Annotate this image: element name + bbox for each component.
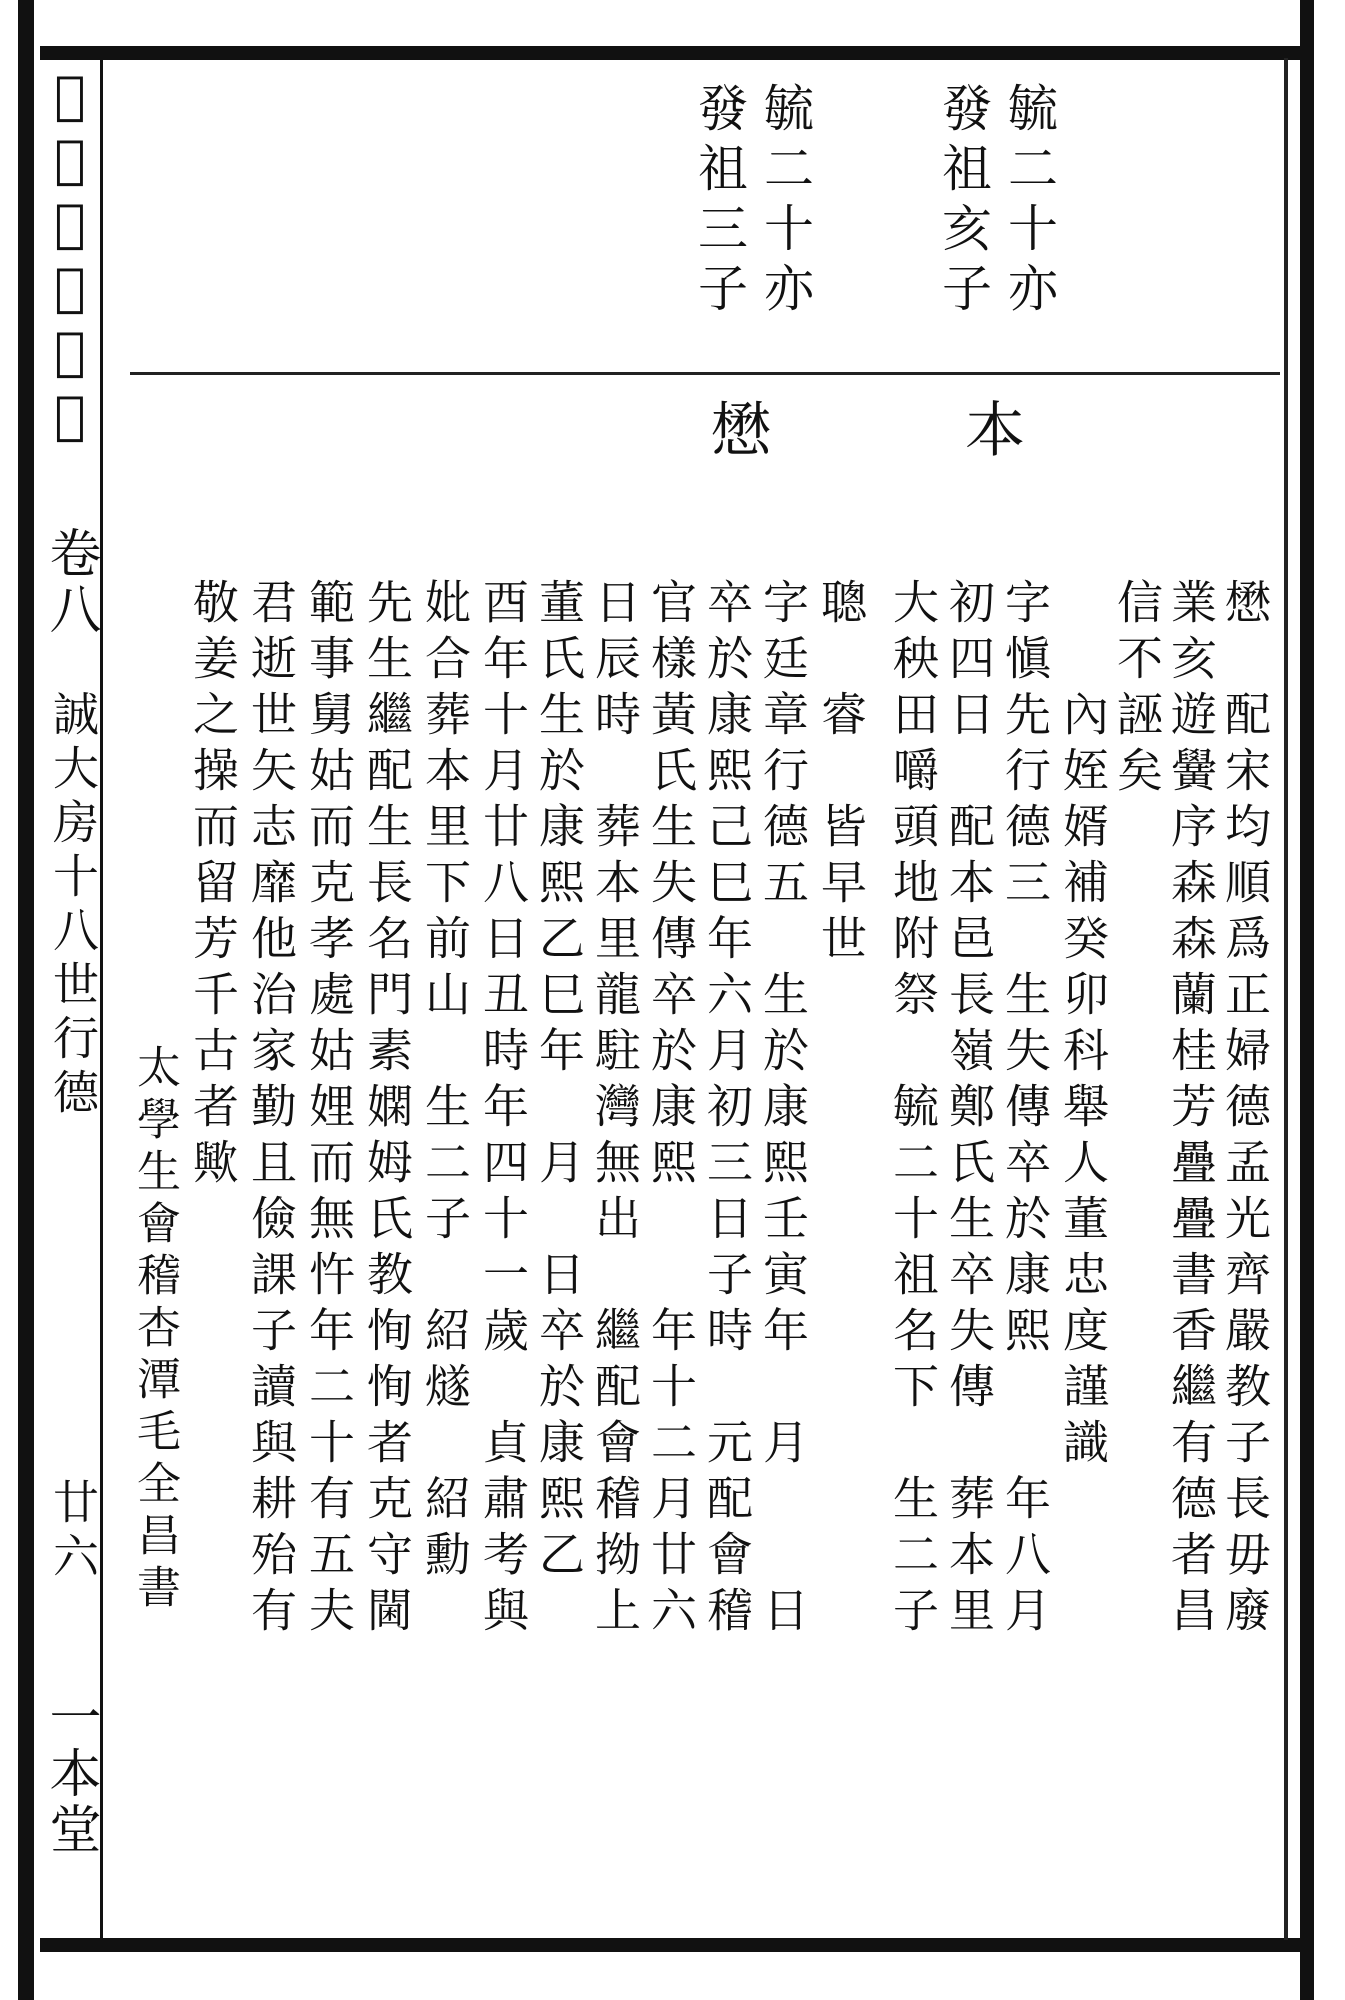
margin-book-title: 𫍩瀛孫氏宗譜 [40, 66, 100, 450]
register-divider [130, 372, 1280, 375]
right-inner-frame [1284, 58, 1288, 1940]
body-col-18: 君逝世矢志靡他治家勤且儉課子讀與耕殆有 [244, 578, 298, 1642]
upper-col-2: 發祖亥子 [934, 82, 992, 322]
upper-col-4: 發祖三子 [690, 82, 748, 322]
top-frame-border [40, 46, 1302, 60]
margin-hall-name: 一本堂 [40, 1690, 100, 1858]
body-col-4: 內姪婿補癸卯科舉人董忠度謹識 [1056, 578, 1110, 1474]
body-col-13: 董氏生於康熙乙巳年 月 日卒於康熙乙 [532, 578, 586, 1586]
margin-volume: 卷八 [40, 526, 100, 638]
margin-page-number: 廿六 [46, 1478, 100, 1586]
body-col-9: 字廷章行德五 生於康熙壬寅年 月 日 [756, 578, 810, 1642]
inner-left-frame [100, 58, 103, 1940]
margin-section: 誠大房十八世行德 [46, 690, 100, 1122]
bottom-frame-border [40, 1938, 1302, 1952]
right-page-edge [1300, 0, 1314, 2000]
body-col-11: 官樣黃氏生失傳卒於康熙 年十二月廿六 [644, 578, 698, 1642]
body-col-8: 聰 睿 皆早世 [814, 578, 868, 970]
upper-col-3: 毓二十亦 [756, 82, 814, 322]
body-col-3: 信不誣矣 [1110, 578, 1164, 802]
body-col-14: 酉年十月廿八日丑時年四十一歲 貞肅考與 [476, 578, 530, 1642]
body-col-6: 初四日 配本邑長嶺鄭氏生卒失傳 葬本里 [942, 578, 996, 1642]
body-col-1: 懋 配宋均順爲正婦德孟光齊嚴教子長毋廢 [1218, 578, 1272, 1642]
body-col-10: 卒於康熙己巳年六月初三日子時 元配會稽 [700, 578, 754, 1642]
upper-col-1: 毓二十亦 [1000, 82, 1058, 322]
person-name-mao: 懋 [701, 398, 771, 468]
body-col-2: 業亥遊黌序森森蘭桂芳疊疊書香繼有德者昌 [1164, 578, 1218, 1642]
body-col-15: 妣合葬本里下前山 生二子 紹燧 紹勳 [418, 578, 472, 1586]
body-col-19: 敬姜之操而留芳千古者歟 [186, 578, 240, 1194]
body-col-16: 先生繼配生長名門素嫻姆氏教恂恂者克守閫 [360, 578, 414, 1642]
body-col-17: 範事舅姑而克孝處姑娌而無忤年二十有五夫 [302, 578, 356, 1642]
body-col-12: 日辰時 葬本里龍駐灣無出 繼配會稽拗上 [588, 578, 642, 1642]
left-page-edge [18, 0, 34, 2000]
person-name-ben: 本 [955, 398, 1025, 468]
calligrapher-signature: 太學生會稽杏潭毛全昌書 [129, 940, 180, 1616]
body-col-7: 大秧田嚼頭地附祭 毓二十祖名下 生二子 [886, 578, 940, 1642]
body-col-5: 字愼先行德三 生失傳卒於康熙 年八月 [998, 578, 1052, 1642]
